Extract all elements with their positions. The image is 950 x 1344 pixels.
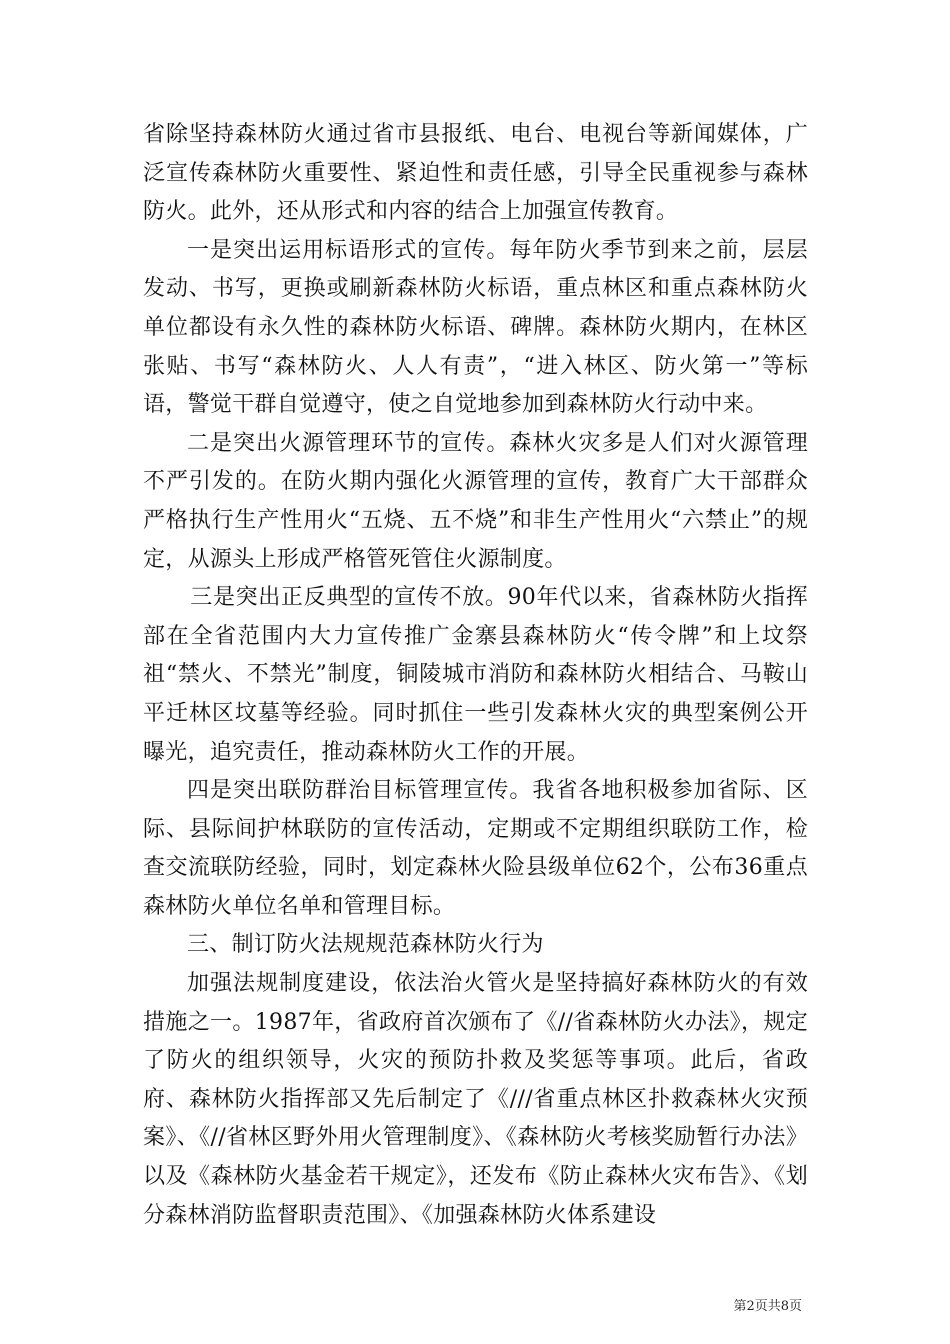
section-heading-regulations: 三、制订防火法规规范森林防火行为 [187,932,544,958]
paragraph-intro: 省除坚持森林防火通过省市县报纸、电台、电视台等新闻媒体，广泛宣传森林防火重要性、紧迫性和责任感，引导全民重视参与森林防火。此外，还从形式和内容的结合上加强宣传教育。 [143,122,808,225]
paragraph-typical-cases-publicity: 三是突出正反典型的宣传不放。90年代以来，省森林防火指挥部在全省范围内大力宣传推广金寨县森林防火“传令牌”和上坟祭祖“禁火、不禁光”制度，铜陵城市消防和森林防火相结合、马鞍山平迁林区坟墓等经验。同时抓住一些引发森林火灾的典型案例公开曝光，追究责任，推动森林防火工作的开展。 [143,585,808,765]
page-number-footer: 第2页共8页 [733,1299,802,1314]
paragraph-regulations: 加强法规制度建设，依法治火管火是坚持搞好森林防火的有效措施之一。1987年，省政府首次颁布了《//省森林防火办法》，规定了防火的组织领导，火灾的预防扑救及奖惩等事项。此后，省政府、森林防火指挥部又先后制定了《///省重点林区扑救森林火灾预案》、《//省林区野外用火管理制度》、《森林防火考核奖励暂行办法》以及《森林防火基金若干规定》，还发布《防止森林火灾布告》、《划分森林消防监督职责范围》、《加强森林防火体系建设 [143,971,808,1228]
paragraph-slogan-publicity: 一是突出运用标语形式的宣传。每年防火季节到来之前，层层发动、书写，更换或刷新森林防火标语，重点林区和重点森林防火单位都设有永久性的森林防火标语、碑牌。森林防火期内，在林区张贴、书写“森林防火、人人有责”，“进入林区、防火第一”等标语，警觉干群自觉遵守，使之自觉地参加到森林防火行动中来。 [143,237,808,418]
paragraph-fire-source-publicity: 二是突出火源管理环节的宣传。森林火灾多是人们对火源管理不严引发的。在防火期内强化火源管理的宣传，教育广大干部群众严格执行生产性用火“五烧、五不烧”和非生产性用火“六禁止”的规定，从源头上形成严格管死管住火源制度。 [143,430,808,572]
document-body [143,116,808,1235]
paragraph-joint-defense-publicity: 四是突出联防群治目标管理宣传。我省各地积极参加省际、区际、县际间护林联防的宣传活动，定期或不定期组织联防工作，检查交流联防经验，同时，划定森林火险县级单位62个，公布36重点森林防火单位名单和管理目标。 [143,778,808,919]
